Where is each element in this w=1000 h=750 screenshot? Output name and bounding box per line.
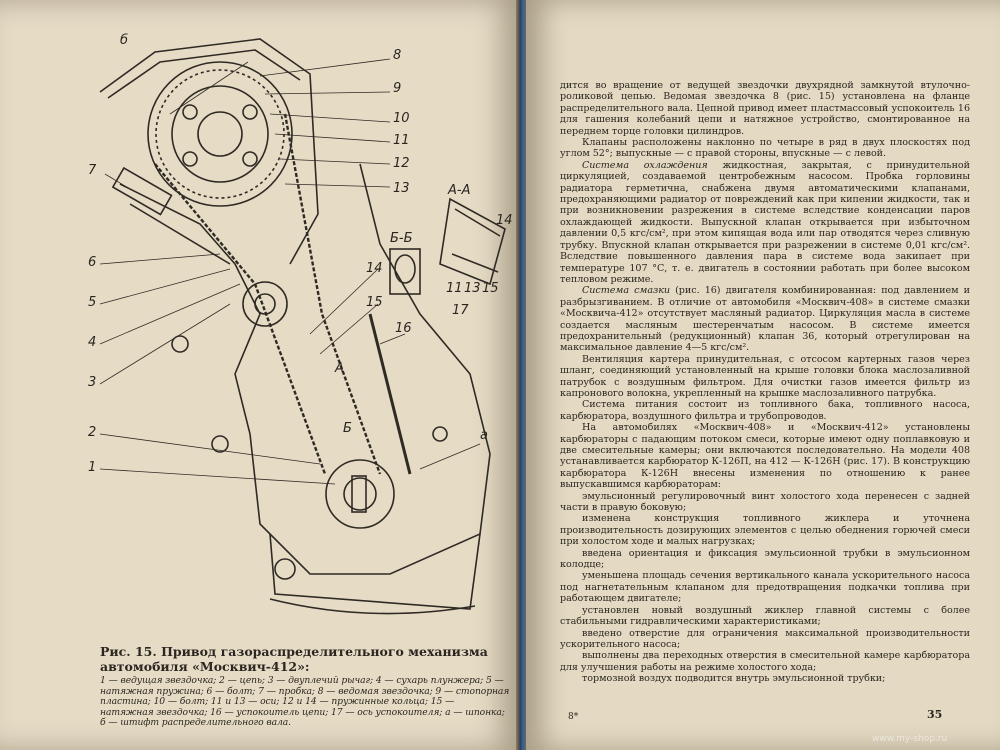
- paragraph: дится во вращение от ведущей звездочки двухрядной замкнутой втулочно-роликовой цепью. Ведомая звездочка 8 (рис. 15) установлена на фланце распределительного вала. Цепной привод имеет пластмассовый успокоитель 16 для гашения колебаний цепи и натяжное устройство, смонтированное на переднем торце головки цилиндров.: [560, 80, 970, 137]
- cut-label-b: Б: [343, 421, 352, 436]
- section-label-14: 14: [496, 213, 513, 228]
- signature-mark: 8*: [568, 712, 579, 722]
- paragraph: установлен новый воздушный жиклер главной системы с более стабильными гидравлическими характеристиками;: [560, 604, 970, 628]
- paragraph: введено отверстие для ограничения максимальной производительности ускорительного насоса;: [560, 627, 970, 650]
- paragraph: [560, 285, 970, 353]
- paragraph: Система питания состоит из топливного бака, топливного насоса, карбюратора, воздушного фильтра и трубопроводов.: [560, 399, 970, 422]
- fig-label-11: 11: [393, 133, 410, 148]
- fig-label-6: 6: [88, 255, 97, 270]
- paragraph: [560, 160, 970, 285]
- fig-label-1: 1: [88, 460, 97, 475]
- fig-label-a: а: [480, 428, 488, 443]
- engine-timing-drive-figure: [60, 14, 513, 634]
- fig-label-3: 3: [88, 375, 97, 390]
- fig-label-12: 12: [393, 156, 410, 171]
- fig-label-5: 5: [88, 295, 97, 310]
- fig-label-10: 10: [393, 111, 410, 126]
- paragraph: На автомобилях «Москвич-408» и «Москвич-412» установлены карбюраторы с падающим потоком смеси, которые имеют одну поплавковую и две смесительные камеры; они включаются последовательно. На модели 408 устанавливается карбюратор К-126П, на 412 — К-126Н (рис. 17). В конструкцию карбюратора К-126Н внесены изменения по отношению к ранее выпускавшимся карбюраторам:: [560, 422, 970, 491]
- section-label-11: 11: [446, 281, 463, 296]
- section-label-aa: А-А: [448, 183, 471, 198]
- cut-label-a: А: [335, 361, 344, 376]
- section-label-bb: Б-Б: [390, 231, 413, 246]
- paragraph: изменена конструкция топливного жиклера и уточнена производительность дозирующих элементов с целью обеднения горючей смеси при холостом ходе и малых нагрузках;: [560, 513, 970, 548]
- section-heading-cooling: Система охлаждения: [582, 159, 708, 171]
- fig-label-16: 16: [395, 321, 412, 336]
- fig-label-15: 15: [366, 295, 383, 310]
- fig-label-7: 7: [88, 163, 97, 178]
- fig-label-17: 17: [452, 303, 469, 318]
- paragraph: тормозной воздух подводится внутрь эмульсионной трубки;: [582, 673, 886, 685]
- paragraph: выполнены два переходных отверстия в смесительной камере карбюратора для улучшения работы на режиме холостого хода;: [560, 650, 970, 673]
- paragraph: эмульсионный регулировочный винт холостого хода перенесен с задней части в правую боковую;: [560, 490, 970, 514]
- fig-label-13: 13: [393, 181, 410, 196]
- fig-label-8: 8: [393, 48, 402, 63]
- paragraph: Вентиляция картера принудительная, с отсосом картерных газов через шланг, соединяющий установленный на крыше головки блока маслозаливной патрубок с воздушным фильтром. Для очистки газов имеется фильтр из капронового волокна, укрепленный на крышке маслозаливного патрубка.: [560, 353, 970, 399]
- book-spine: [516, 0, 526, 750]
- fig-label-14: 14: [366, 261, 383, 276]
- figure-legend: 1 — ведущая звездочка; 2 — цепь; 3 — двуплечий рычаг; 4 — сухарь плунжера; 5 — натяжная пружина; 6 — болт; 7 — пробка; 8 — ведомая звездочка; 9 — стопорная пластина; 10 — болт; 11 и 13 — оси; 12 и 14 — пружинные кольца; 15 — натяжная звездочка; 16 — успокоитель цепи; 17 — ось успокоителя; а — шпонка; б — штифт распределительного вала.: [100, 675, 510, 729]
- fig-label-b: б: [120, 33, 129, 48]
- paragraph-body: жидкостная, закрытая, с принудительной циркуляцией, создаваемой центробежным насосом. Пробка горловины радиатора герметична, снабжена двумя автоматическими клапанами, предохраняющими радиатор от повреждений как при кипении жидкости, так и при возникновении разрежения в системе вследствие конденсации паров охлаждающей жидкости. Выпускной клапан открывается при избыточном давлении 0,5 кгс/см², при этом кипящая вода или пар отводятся через сливную трубку. Впускной клапан открывается при разрежении в системе 0,01 кгс/см². Вследствие повышенного давления пара в системе вода закипает при температуре 107 °С, т. е. двигатель в состоянии работать при более высоком тепловом режиме.: [560, 159, 970, 285]
- page-number: 35: [927, 708, 943, 721]
- right-page-text: [560, 80, 970, 685]
- fig-label-2: 2: [88, 425, 97, 440]
- watermark: www.my-shop.ru: [872, 734, 948, 744]
- section-label-13: 13: [464, 281, 481, 296]
- paragraph-body: (рис. 16) двигателя комбинированная: под давлением и разбрызгиванием. В отличие от автомобиля «Москвич-408» в системе смазки «Москвича-412» отсутствует масляный радиатор. Циркуляция масла в системе создается масляным шестеренчатым насосом. В системе имеется предохранительный (редукционный) клапан 36, который отрегулирован на максимальное давление 4—5 кгс/см².: [560, 285, 970, 354]
- figure-caption: Рис. 15. Привод газораспределительного механизма автомобиля «Москвич-412»:: [100, 644, 488, 674]
- section-heading-lubrication: Система смазки: [582, 285, 670, 297]
- paragraph: уменьшена площадь сечения вертикального канала ускорительного насоса под нагнетательным клапаном для предотвращения подкачки топлива при работающем двигателе;: [560, 570, 970, 605]
- paragraph: Клапаны расположены наклонно по четыре в ряд в двух плоскостях под углом 52°; выпускные — с правой стороны, впускные — с левой.: [560, 137, 970, 160]
- paragraph: введена ориентация и фиксация эмульсионной трубки в эмульсионном колодце;: [560, 547, 970, 571]
- fig-label-4: 4: [88, 335, 97, 350]
- section-label-15: 15: [482, 281, 499, 296]
- fig-label-9: 9: [393, 81, 402, 96]
- timing-drive-diagram: [60, 14, 513, 634]
